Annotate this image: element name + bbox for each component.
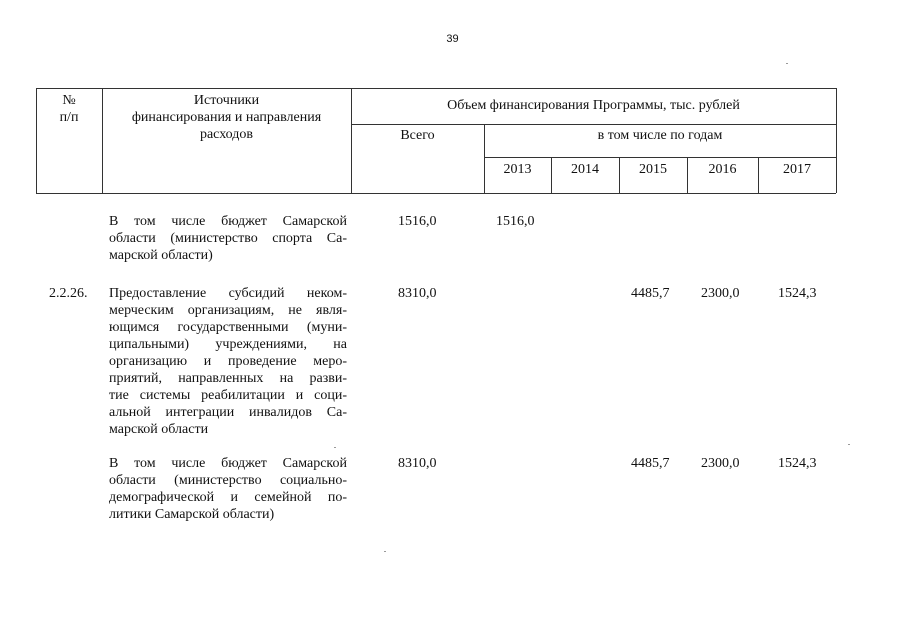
header-total: Всего [400, 128, 435, 143]
row-description-line: Предоставление субсидий неком- [109, 286, 347, 301]
volume-title-divider [351, 124, 836, 125]
row-description-line: марской области [109, 422, 209, 437]
row-description-line: приятий, направленных на разви- [109, 371, 347, 386]
row-value-2017: 1524,3 [778, 286, 817, 301]
row-total: 8310,0 [398, 456, 437, 471]
row-description-line: марской области) [109, 248, 213, 263]
page-number: 39 [446, 33, 459, 45]
header-sources-line1: Источники [193, 93, 260, 108]
header-volume-title: Объем финансирования Программы, тыс. рублей [447, 98, 740, 113]
row-value-2015: 4485,7 [631, 456, 670, 471]
row-description-line: ципальными) учреждениями, на [109, 337, 347, 352]
row-description-line: тие системы реабилитации и соци- [109, 388, 347, 403]
row-description-line: альной интеграции инвалидов Са- [109, 405, 347, 420]
header-year-2014: 2014 [571, 162, 599, 177]
header-by-years: в том числе по годам [597, 128, 723, 143]
scan-speck [786, 63, 788, 64]
scan-speck [848, 444, 850, 445]
table-top-border [36, 88, 836, 89]
row-description-line: области (министерство социально- [109, 473, 347, 488]
row-total: 1516,0 [398, 214, 437, 229]
row-description-line: организацию и проведение меро- [109, 354, 347, 369]
row-description-line: области (министерство спорта Са- [109, 231, 347, 246]
row-description-line: демографической и семейной по- [109, 490, 347, 505]
table-right-border [836, 88, 837, 193]
row-description-line: В том числе бюджет Самарской [109, 456, 347, 471]
row-value-2013: 1516,0 [496, 214, 535, 229]
row-value-2016: 2300,0 [701, 286, 740, 301]
header-year-2013: 2013 [503, 162, 532, 177]
row-description-line: литики Самарской области) [109, 507, 275, 522]
row-value-2015: 4485,7 [631, 286, 670, 301]
row-value-2016: 2300,0 [701, 456, 740, 471]
row-description-line: В том числе бюджет Самарской [109, 214, 347, 229]
by-years-divider [484, 157, 836, 158]
header-sources-line3: расходов [199, 127, 254, 142]
header-sources-line2: финансирования и направления [131, 110, 322, 125]
row-description-line: мерческим организациям, не явля- [109, 303, 347, 318]
scan-speck [334, 447, 336, 448]
header-year-2016: 2016 [708, 162, 737, 177]
scan-speck [384, 551, 386, 552]
header-year-2015: 2015 [639, 162, 667, 177]
row-total: 8310,0 [398, 286, 437, 301]
row-value-2017: 1524,3 [778, 456, 817, 471]
header-num-line1: № [62, 93, 76, 108]
row-number: 2.2.26. [49, 286, 88, 301]
header-year-2017: 2017 [783, 162, 811, 177]
row-description-line: ющимся государственными (муни- [109, 320, 347, 335]
header-num-line2: п/п [59, 110, 79, 125]
header-bottom-border [36, 193, 836, 194]
